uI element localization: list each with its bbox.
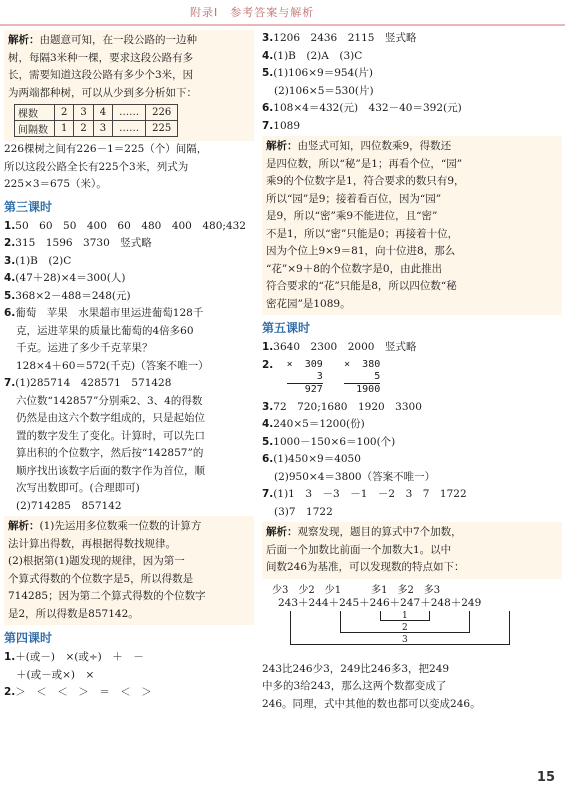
- text-line: 243比246少3，249比246多3，把249: [262, 662, 450, 675]
- item-text: 368×2－488＝248(元): [15, 289, 131, 302]
- analysis-line: 是2，所以得数是857142。: [8, 607, 139, 620]
- vertical-multiplication: [262, 359, 562, 396]
- table-cell: 226: [146, 105, 178, 121]
- analysis-line: “花”×9＋8的个位数字是0，由此推出: [266, 262, 443, 275]
- answer-item: [4, 253, 254, 271]
- item-number: 2.: [4, 237, 16, 249]
- item-number: 1.: [262, 341, 274, 353]
- left-column: [4, 30, 254, 702]
- item-number: 4.: [262, 418, 274, 430]
- diagram-labels: 少3 少2 少1 多1 多2 多3: [272, 584, 441, 596]
- analysis-line: 法计算出得数，再根据得数找规律。: [8, 537, 176, 550]
- item-number: 6.: [262, 102, 274, 114]
- analysis-line: 由题意可知，在一段公路的一边种: [39, 34, 197, 46]
- item-text: (1)B (2)C: [15, 254, 72, 267]
- text-line: 仍然是由这六个数字组成的，只是起始位: [16, 412, 205, 424]
- text-line: 246。同理，式中其他的数也都可以变成246。: [262, 697, 481, 710]
- table-cell: 间隔数: [15, 121, 55, 137]
- bracket-3: [290, 611, 510, 645]
- page-header: [0, 0, 565, 26]
- text-line: 226棵树之间有226－1＝225（个）间隔，: [4, 143, 208, 155]
- item-number: 7.: [262, 119, 274, 132]
- header-divider: [0, 24, 565, 26]
- answer-item: [262, 118, 562, 136]
- section-title: 第四课时: [4, 631, 53, 645]
- analysis-line: 是9，所以“密”乘9不能进位，且“密”: [266, 210, 438, 222]
- answer-item: [4, 375, 254, 393]
- table-row: [15, 121, 178, 137]
- answer-item: [262, 451, 562, 469]
- item-text: ＞ ＜ ＜ ＞ ＝ ＜ ＞: [15, 686, 152, 698]
- analysis-line: 个算式得数的个位数字是5，所以得数是: [8, 572, 194, 585]
- table-cell: 2: [55, 105, 74, 121]
- analysis-line: 间数246为基准，可以发现数的特点如下：: [266, 561, 465, 573]
- analysis-line: 是四位数，所以“秘”是1；再看个位，“园”: [266, 157, 463, 170]
- page-number: 15: [536, 770, 555, 785]
- item-text: (1)450×9＝4050: [273, 453, 361, 465]
- table-cell: 3: [74, 105, 93, 121]
- answer-item: [262, 416, 562, 434]
- table-cell: ……: [113, 105, 146, 121]
- answer-item: [4, 649, 254, 667]
- item-text: 50 60 50 400 60 480 400 480;432: [15, 219, 246, 232]
- analysis-line: (2)根据第(1)题发现的规律，因为第一: [8, 555, 185, 567]
- text-line: 千克。运进了多少千克苹果？: [16, 342, 153, 354]
- analysis-line: 为两端都种树，可以从少到多分析如下：: [8, 86, 197, 99]
- item-text: (2)950×4＝3800（答案不唯一）: [274, 470, 436, 483]
- item-text: 葡萄 苹果 水果超市里运进葡萄128千: [15, 307, 204, 319]
- text-line: 克，运进苹果的质量比葡萄的4倍多60: [16, 324, 194, 337]
- answer-item: [262, 83, 562, 101]
- answer-item: [262, 100, 562, 118]
- analysis-line: 后面一个加数比前面一个加数大1。以中: [266, 543, 452, 556]
- calc-top: 380: [362, 358, 381, 370]
- analysis-tag: 解析：: [266, 526, 298, 538]
- table-cell: 3: [93, 121, 112, 137]
- item-text: 240×5＝1200(份): [273, 418, 365, 430]
- analysis-line: 由竖式可知，四位数乘9，得数还: [297, 140, 452, 152]
- calc-top: 309: [304, 358, 323, 370]
- item-text: 315 1596 3730 竖式略: [15, 237, 152, 249]
- calc-result: 927: [304, 383, 323, 395]
- answer-item: [262, 469, 562, 487]
- table-cell: 棵数: [15, 105, 55, 121]
- item-number: 3.: [262, 32, 274, 44]
- text-line: 所以这段公路全长有225个3米，列式为: [4, 160, 189, 173]
- analysis-line: 所以“园”是9；接着看百位，因为“园”: [266, 192, 442, 205]
- analysis-tag: 解析：: [266, 140, 298, 152]
- calc-result: 1900: [356, 383, 381, 395]
- item-text: (1)285714 428571 571428: [15, 377, 172, 389]
- answer-item: [4, 684, 254, 702]
- table-cell: 1: [55, 121, 74, 137]
- item-number: 5.: [262, 67, 274, 79]
- text-line: 中多的3给243，那么这两个数都变成了: [262, 680, 447, 692]
- text-line: 次写出数即可。(合理即可): [16, 482, 140, 494]
- item-number: 7.: [262, 488, 274, 500]
- item-text: (1)106×9＝954(片): [273, 67, 373, 79]
- answer-item: [262, 504, 562, 522]
- item-number: 5.: [262, 435, 274, 448]
- analysis-block: [4, 516, 254, 625]
- text-line: 置的数字发生了变化。计算时，可以先口: [16, 429, 205, 442]
- answer-item: [4, 667, 254, 685]
- item-number: 4.: [262, 49, 274, 62]
- answer-item: [4, 288, 254, 306]
- table-row: [15, 105, 178, 121]
- text-line: 顺序找出该数字后面的数字作为首位，顺: [16, 464, 205, 477]
- table-cell: 225: [146, 121, 178, 137]
- item-text: 3640 2300 2000 竖式略: [273, 341, 417, 353]
- analysis-line: 长，需要知道这段公路有多少个3米，因: [8, 69, 194, 81]
- item-text: (1)1 3 －3 －1 －2 3 7 1722: [273, 488, 467, 500]
- vertical-calc-a: × 309 3 927: [286, 358, 323, 395]
- table-cell: 4: [93, 105, 112, 121]
- item-number: 5.: [4, 289, 16, 302]
- analysis-line: 714285；因为第二个算式得数的个位数字: [8, 590, 206, 602]
- calc-mul: 3: [287, 371, 323, 384]
- bracket-label: 2: [402, 622, 408, 633]
- item-number: 3.: [262, 400, 274, 413]
- analysis-tag: 解析：: [8, 34, 40, 46]
- item-number: 2.: [4, 686, 16, 698]
- answer-item: [262, 486, 562, 504]
- bracket-label: 3: [402, 634, 408, 645]
- item-text: ＋(或－或×) ×: [16, 668, 95, 681]
- answer-item: [262, 65, 562, 83]
- answer-item: [4, 218, 254, 236]
- item-text: 1089: [273, 119, 301, 132]
- answer-item: [262, 30, 562, 48]
- analysis-line: 符合要求的“花”只能是8，所以四位数“秘: [266, 280, 457, 292]
- right-column: [262, 30, 562, 713]
- item-text: ＋(或－) ×(或÷) ＋ －: [15, 651, 144, 663]
- section-title: 第五课时: [262, 321, 311, 335]
- analysis-line: 乘9的个位数字是1，符合要求的数只有9，: [266, 175, 465, 187]
- answer-item: [262, 434, 562, 452]
- analysis-block: [262, 136, 562, 315]
- vertical-calc-b: × 380 5 1900: [344, 358, 381, 395]
- item-text: 72 720;1680 1920 3300: [273, 400, 422, 413]
- item-number: 6.: [262, 453, 274, 465]
- item-number: 1.: [4, 219, 16, 232]
- diagram-expression: 243＋244＋245＋246＋247＋248＋249: [278, 596, 482, 609]
- table-cell: 2: [74, 121, 93, 137]
- item-number: 4.: [4, 272, 16, 284]
- answer-item: [4, 270, 254, 288]
- analysis-line: 密花园”是1089。: [266, 297, 351, 310]
- analysis-line: 不是1，所以“密”只能是0；再接着十位，: [266, 227, 459, 240]
- analysis-line: (1)先运用多位数乘一位数的计算方: [39, 520, 202, 532]
- item-text: (47＋28)×4＝300(人): [15, 272, 126, 284]
- analysis-line: 观察发现，题目的算式中7个加数，: [297, 526, 462, 538]
- item-number: 2.: [262, 358, 274, 371]
- text-line: 算出积的个位数字，然后按“142857”的: [16, 447, 204, 459]
- header-title: 附录Ⅰ 参考答案与解析: [190, 6, 315, 19]
- text-line: 128×4＋60＝572(千克)（答案不唯一）: [16, 359, 209, 372]
- item-text: 1206 2436 2115 竖式略: [273, 32, 417, 44]
- analysis-line: 树，每隔3米种一棵，要求这段公路有多: [8, 51, 194, 64]
- analysis-line: 因为个位上9×9＝81，向十位进8，那么: [266, 245, 456, 257]
- analysis-block: [4, 30, 254, 141]
- item-text: 1000－150×6＝100(个): [273, 435, 396, 448]
- item-text: (3)7 1722: [274, 505, 333, 518]
- table-cell: ……: [113, 121, 146, 137]
- bracket-label: 1: [402, 610, 408, 621]
- answer-item: [4, 235, 254, 253]
- item-number: 1.: [4, 651, 16, 663]
- item-number: 6.: [4, 307, 16, 319]
- answer-item: [262, 48, 562, 66]
- tree-interval-table: [14, 104, 178, 137]
- calc-mul: 5: [344, 371, 380, 384]
- text-line: 六位数“142857”分别乘2、3、4的得数: [16, 394, 203, 407]
- answer-item: [262, 399, 562, 417]
- item-text: 108×4＝432(元) 432－40＝392(元): [273, 102, 462, 114]
- answer-item: [4, 305, 254, 323]
- section-title: 第三课时: [4, 199, 53, 214]
- item-text: (2)106×5＝530(片): [274, 84, 374, 97]
- text-line: 225×3＝675（米）。: [4, 178, 107, 190]
- analysis-tag: 解析：: [8, 520, 40, 532]
- text-line: (2)714285 857142: [16, 499, 122, 512]
- analysis-block: [262, 522, 562, 579]
- item-number: 3.: [4, 254, 16, 267]
- item-number: 7.: [4, 377, 16, 389]
- addend-diagram: [262, 581, 552, 661]
- item-text: (1)B (2)A (3)C: [273, 49, 363, 62]
- answer-item: [262, 339, 562, 357]
